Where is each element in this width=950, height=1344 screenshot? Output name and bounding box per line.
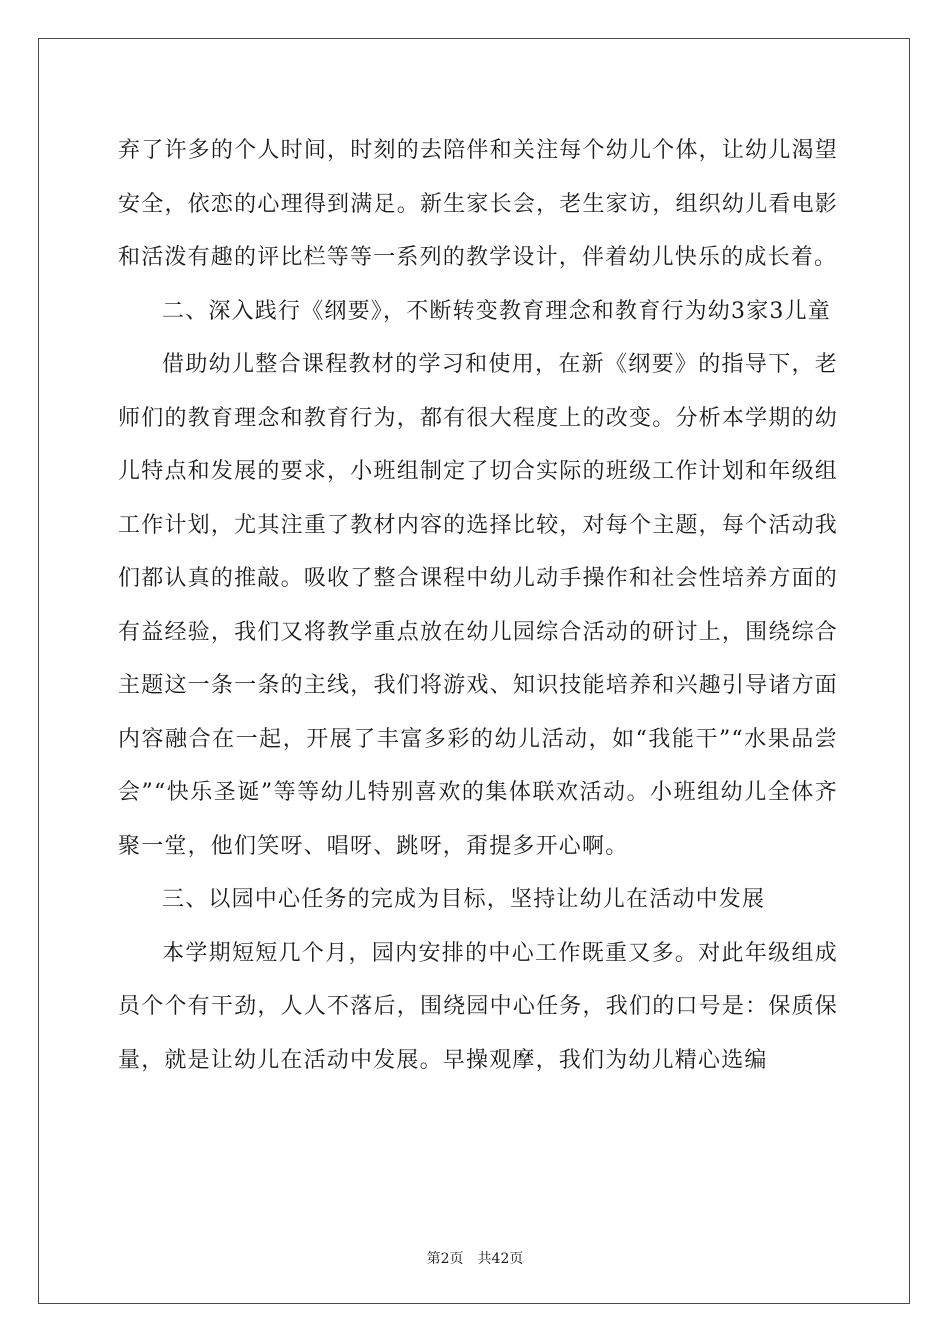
page-number: 第2页 bbox=[426, 1251, 464, 1267]
document-body bbox=[118, 124, 838, 1087]
paragraph-1: 弃了许多的个人时间，时刻的去陪伴和关注每个幼儿个体，让幼儿渴望安全，依恋的心理得到满足。新生家长会，老生家访，组织幼儿看电影和活泼有趣的评比栏等等一系列的教学设计，伴着幼儿快乐的成长着。 bbox=[118, 138, 838, 270]
paragraph-2: 借助幼儿整合课程教材的学习和使用，在新《纲要》的指导下，老师们的教育理念和教育行为，都有很大程度上的改变。分析本学期的幼儿特点和发展的要求，小班组制定了切合实际的班级工作计划和年级组工作计划，尤其注重了教材内容的选择比较，对每个主题，每个活动我们都认真的推敲。吸收了整合课程中幼儿动手操作和社会性培养方面的有益经验，我们又将教学重点放在幼儿园综合活动的研讨上，围绕综合主题这一条一条的主线，我们将游戏、知识技能培养和兴趣引导诸方面内容融合在一起，开展了丰富多彩的幼儿活动，如“我能干”“水果品尝会”“快乐圣诞”等等幼儿特别喜欢的集体联欢活动。小班组幼儿全体齐聚一堂，他们笑呀、唱呀、跳呀，甭提多开心啊。 bbox=[118, 352, 838, 859]
page-footer bbox=[0, 1248, 950, 1268]
paragraph-3: 本学期短短几个月，园内安排的中心工作既重又多。对此年级组成员个个有干劲，人人不落后，围绕园中心任务，我们的口号是：保质保量，就是让幼儿在活动中发展。早操观摩，我们为幼儿精心选编 bbox=[118, 940, 838, 1073]
section-heading-2: 二、深入践行《纲要》，不断转变教育理念和教育行为幼3家3儿童 bbox=[162, 298, 831, 324]
page-total: 共42页 bbox=[477, 1251, 524, 1267]
section-heading-3: 三、以园中心任务的完成为目标，坚持让幼儿在活动中发展 bbox=[162, 887, 766, 912]
